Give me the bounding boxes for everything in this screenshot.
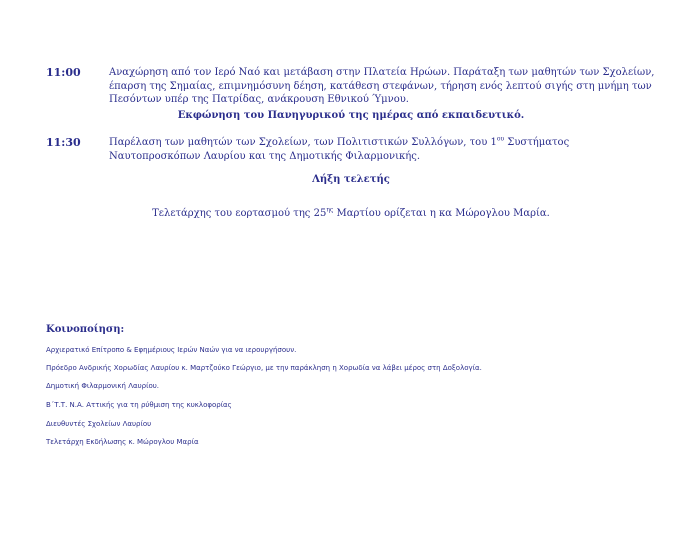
- notification-item: Διευθυντές Σχολείων Λαυρίου: [46, 420, 152, 428]
- schedule-description: Αναχώρηση από τον Ιερό Ναό και μετάβαση στην Πλατεία Ηρώων. Παράταξη των μαθητών των Σχολείων, έπαρση της Σημαίας, επιμνημόσυνη δέηση, κατάθεση στεφάνων, τήρηση ενός λεπτού σιγής στη μνήμη των Πεσόντων υπέρ της Πατρίδας, ανάκρουση Εθνικού Ύμνου.: [109, 67, 655, 105]
- notification-item: Δημοτική Φιλαρμονική Λαυρίου.: [46, 382, 160, 390]
- notification-item: Αρχιερατικό Επίτροπο & Εφημέριους Ιερών Ναών για να ιερουργήσουν.: [46, 346, 297, 354]
- ceremony-text: Τελετάρχης του εορτασμού της 25: [152, 208, 327, 219]
- schedule-time: 11:30: [46, 136, 81, 149]
- description-text: Παρέλαση των μαθητών των Σχολείων, των Πολιτιστικών Συλλόγων, του 1: [109, 137, 497, 148]
- schedule-entry-1130: [46, 136, 656, 163]
- ordinal-superscript: ου: [496, 135, 505, 143]
- notification-item: Τελετάρχη Εκδήλωσης κ. Μώρογλου Μαρία: [46, 438, 199, 446]
- end-line: Λήξη τελετής: [312, 174, 390, 185]
- ordinal-superscript: ης: [326, 206, 334, 214]
- description-text: Συστήματος Ναυτοπροσκόπων Λαυρίου και της Δημοτικής Φιλαρμονικής.: [109, 137, 570, 162]
- ceremony-text: Μαρτίου ορίζεται η κα Μώρογλου Μαρία.: [333, 208, 550, 219]
- notification-item: Πρόεδρο Ανδρικής Χορωδίας Λαυρίου κ. Μαρτζούκο Γεώργιο, με την παράκληση η Χορωδία να λάβει μέρος στη Δοξολογία.: [46, 364, 482, 372]
- schedule-time: 11:00: [46, 66, 81, 79]
- schedule-description: [109, 136, 656, 163]
- notification-item: Β΄Τ.Τ. Ν.Α. Αττικής για τη ρύθμιση της κυκλοφορίας: [46, 401, 232, 409]
- notification-heading: Κοινοποίηση:: [46, 324, 125, 335]
- ceremony-master-line: [46, 208, 656, 219]
- speech-line: Εκφώνηση του Πανηγυρικού της ημέρας από εκπαιδευτικό.: [177, 110, 525, 121]
- schedule-entry-1100: [46, 66, 656, 107]
